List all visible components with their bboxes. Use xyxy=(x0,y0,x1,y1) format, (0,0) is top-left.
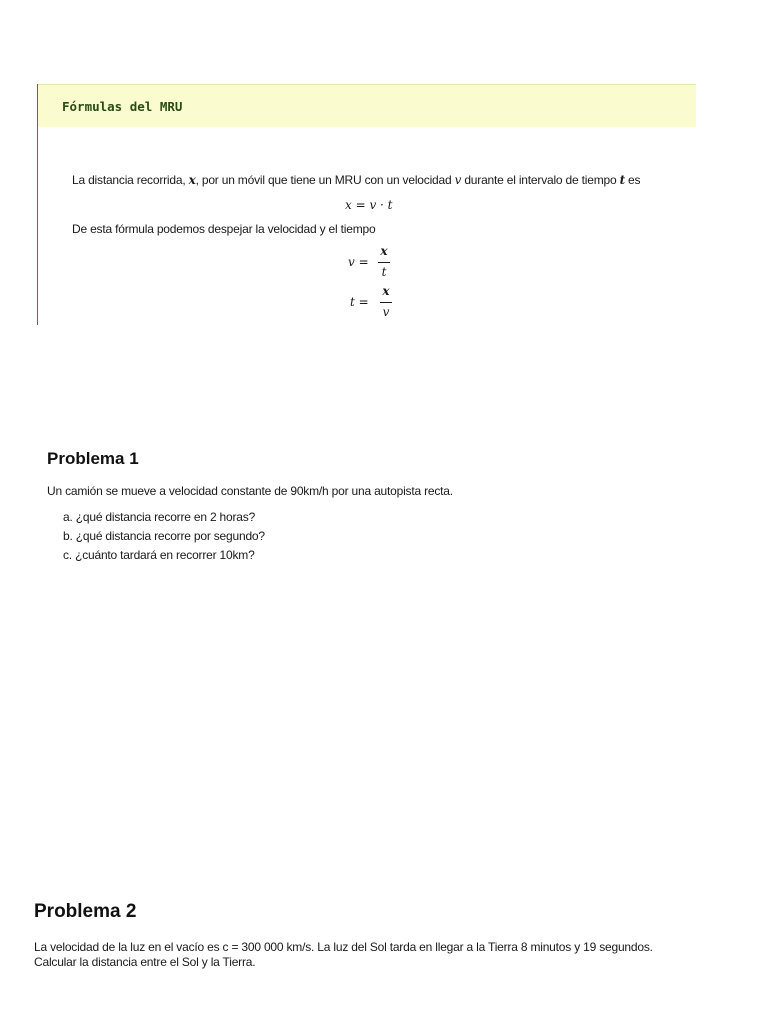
problema-2-statement: La velocidad de la luz en el vacío es c = 300 000 km/s. La luz del Sol tarda en llegar a la Tierra 8 minutos y 19 segundos. Calcular la distancia entre el Sol y la Tierra. xyxy=(34,940,653,969)
problema-2-title: Problema 2 xyxy=(34,901,137,922)
formulas-box-title: Fórmulas del MRU xyxy=(62,99,183,114)
var-x: x xyxy=(188,173,196,187)
fraction-bar xyxy=(378,262,390,263)
formula-intro-paragraph xyxy=(72,173,640,187)
equation-t xyxy=(350,284,400,320)
problema-1-item-b: b. ¿qué distancia recorre por segundo? xyxy=(63,529,265,543)
equation-v-lhs: v = xyxy=(348,255,369,269)
despejar-text: De esta fórmula podemos despejar la velocidad y el tiempo xyxy=(72,222,376,236)
var-v: v xyxy=(454,173,462,187)
intro-text-3: durante el intervalo de tiempo xyxy=(461,173,620,187)
equation-t-lhs: t = xyxy=(350,295,369,309)
fraction-bar xyxy=(380,302,392,303)
problema-1-title: Problema 1 xyxy=(47,449,139,468)
intro-text-1: La distancia recorrida, xyxy=(72,173,189,187)
intro-text-2: , por un móvil que tiene un MRU con un velocidad xyxy=(195,173,455,187)
equation-x-vt: x = v · t xyxy=(345,198,393,212)
problema-1-statement: Un camión se mueve a velocidad constante de 90km/h por una autopista recta. xyxy=(47,484,453,498)
problema-1-item-a: a. ¿qué distancia recorre en 2 horas? xyxy=(63,510,256,524)
formulas-box-header xyxy=(38,84,696,127)
var-t: t xyxy=(619,173,625,187)
problema-1-item-c: c. ¿cuánto tardará en recorrer 10km? xyxy=(63,548,255,562)
equation-t-denominator: v xyxy=(382,305,390,319)
intro-text-4: es xyxy=(624,173,641,187)
equation-v xyxy=(348,244,398,280)
equation-v-numerator: x xyxy=(380,244,388,258)
equation-v-denominator: t xyxy=(381,265,387,279)
equation-t-numerator: x xyxy=(382,284,390,298)
